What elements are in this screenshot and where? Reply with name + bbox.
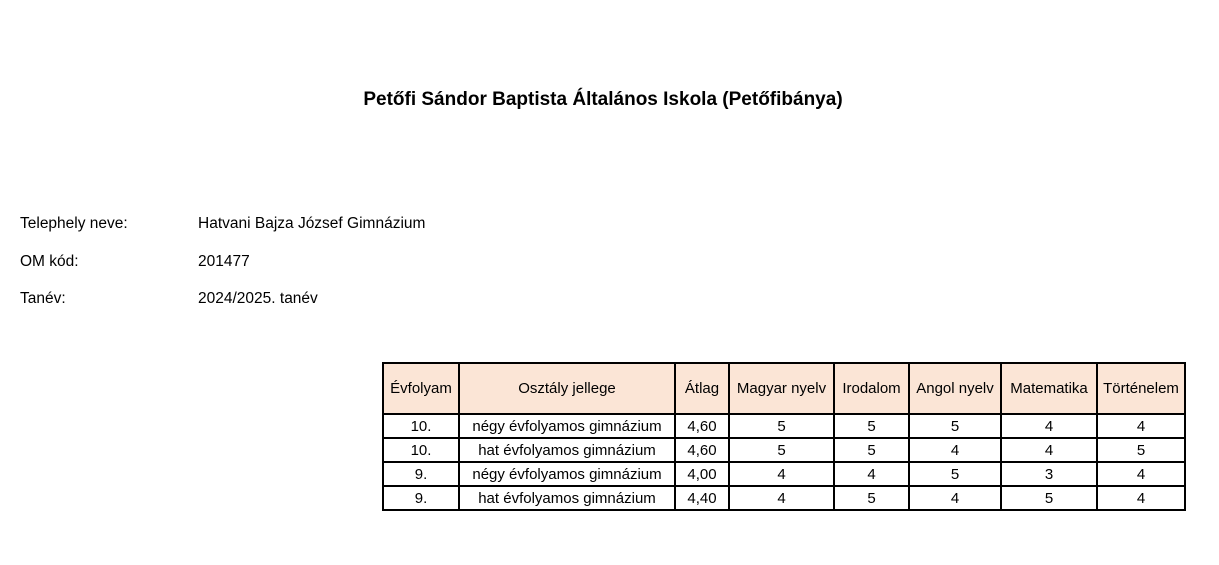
cell-magyar-nyelv: 5 bbox=[729, 414, 834, 438]
header-magyar-nyelv: Magyar nyelv bbox=[729, 363, 834, 414]
cell-osztaly-jellege: hat évfolyamos gimnázium bbox=[459, 486, 675, 510]
cell-tortenelem: 4 bbox=[1097, 486, 1185, 510]
cell-atlag: 4,60 bbox=[675, 414, 729, 438]
cell-atlag: 4,60 bbox=[675, 438, 729, 462]
cell-tortenelem: 5 bbox=[1097, 438, 1185, 462]
cell-tortenelem: 4 bbox=[1097, 462, 1185, 486]
cell-osztaly-jellege: négy évfolyamos gimnázium bbox=[459, 462, 675, 486]
cell-tortenelem: 4 bbox=[1097, 414, 1185, 438]
cell-angol-nyelv: 5 bbox=[909, 414, 1001, 438]
om-value: 201477 bbox=[198, 253, 250, 270]
cell-irodalom: 4 bbox=[834, 462, 909, 486]
header-matematika: Matematika bbox=[1001, 363, 1097, 414]
cell-irodalom: 5 bbox=[834, 438, 909, 462]
header-angol-nyelv: Angol nyelv bbox=[909, 363, 1001, 414]
cell-irodalom: 5 bbox=[834, 414, 909, 438]
year-label: Tanév: bbox=[20, 290, 66, 307]
cell-evfolyam: 10. bbox=[383, 438, 459, 462]
table-row bbox=[383, 486, 1185, 510]
table-header-row bbox=[383, 363, 1185, 414]
cell-evfolyam: 9. bbox=[383, 486, 459, 510]
site-value: Hatvani Bajza József Gimnázium bbox=[198, 215, 426, 232]
cell-angol-nyelv: 4 bbox=[909, 486, 1001, 510]
table-row bbox=[383, 438, 1185, 462]
cell-osztaly-jellege: hat évfolyamos gimnázium bbox=[459, 438, 675, 462]
cell-irodalom: 5 bbox=[834, 486, 909, 510]
cell-magyar-nyelv: 4 bbox=[729, 486, 834, 510]
om-label: OM kód: bbox=[20, 253, 79, 270]
header-osztaly-jellege: Osztály jellege bbox=[459, 363, 675, 414]
table-row bbox=[383, 414, 1185, 438]
site-label: Telephely neve: bbox=[20, 215, 128, 232]
cell-matematika: 4 bbox=[1001, 414, 1097, 438]
cell-osztaly-jellege: négy évfolyamos gimnázium bbox=[459, 414, 675, 438]
cell-matematika: 3 bbox=[1001, 462, 1097, 486]
cell-atlag: 4,00 bbox=[675, 462, 729, 486]
cell-magyar-nyelv: 5 bbox=[729, 438, 834, 462]
header-irodalom: Irodalom bbox=[834, 363, 909, 414]
header-tortenelem: Történelem bbox=[1097, 363, 1185, 414]
page-title: Petőfi Sándor Baptista Általános Iskola (Petőfibánya) bbox=[363, 89, 843, 110]
cell-magyar-nyelv: 4 bbox=[729, 462, 834, 486]
cell-evfolyam: 9. bbox=[383, 462, 459, 486]
cell-angol-nyelv: 4 bbox=[909, 438, 1001, 462]
header-evfolyam: Évfolyam bbox=[383, 363, 459, 414]
cell-evfolyam: 10. bbox=[383, 414, 459, 438]
grades-table bbox=[382, 362, 1186, 511]
cell-matematika: 5 bbox=[1001, 486, 1097, 510]
cell-matematika: 4 bbox=[1001, 438, 1097, 462]
header-atlag: Átlag bbox=[675, 363, 729, 414]
cell-angol-nyelv: 5 bbox=[909, 462, 1001, 486]
year-value: 2024/2025. tanév bbox=[198, 290, 318, 307]
table-row bbox=[383, 462, 1185, 486]
cell-atlag: 4,40 bbox=[675, 486, 729, 510]
